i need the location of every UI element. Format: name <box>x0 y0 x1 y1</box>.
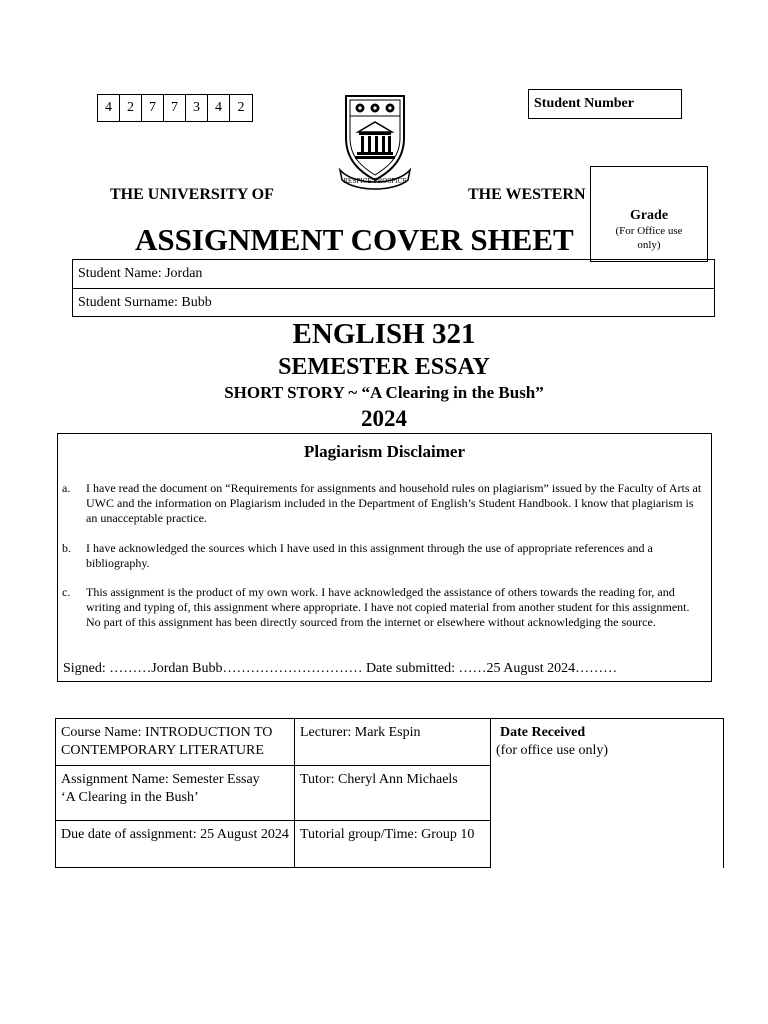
university-crest-icon <box>338 90 412 190</box>
student-number-digit: 7 <box>164 95 186 121</box>
student-number-digit: 2 <box>120 95 142 121</box>
table-row <box>56 719 724 766</box>
short-story-title: SHORT STORY ~ “A Clearing in the Bush” <box>224 383 544 402</box>
plagiarism-title: Plagiarism Disclaimer <box>304 442 465 461</box>
student-number-digit: 2 <box>237 100 245 115</box>
page-title: ASSIGNMENT COVER SHEET <box>135 222 574 257</box>
essay-type: SEMESTER ESSAY <box>278 354 490 380</box>
student-number-digit: 7 <box>142 95 164 121</box>
university-name-right: THE WESTERN <box>468 186 586 203</box>
grade-note-line1: (For Office use <box>615 225 683 237</box>
plagiarism-item-text: I have read the document on “Requirements for assignments and household rules on plagiarism” issued by the Faculty of Arts at UWC and the information on Plagiarism included in the Department of English’s Student Handbook. I know that plagiarism is an unacceptable practice. <box>86 481 702 525</box>
plagiarism-disclaimer-box <box>57 433 712 682</box>
course-code: ENGLISH 321 <box>292 318 476 350</box>
date-received-cell <box>491 719 724 868</box>
course-name-cell: Course Name: INTRODUCTION TO CONTEMPORARY LITERATURE <box>56 719 295 766</box>
svg-text:RESPICE PROSPICE: RESPICE PROSPICE <box>343 178 407 185</box>
tutorial-group-cell: Tutorial group/Time: Group 10 <box>295 821 491 868</box>
plagiarism-item-letter: c. <box>62 585 71 599</box>
due-date-cell: Due date of assignment: 25 August 2024 <box>56 821 295 868</box>
student-number-digits <box>97 94 253 122</box>
student-number-digit: 4 <box>208 95 230 121</box>
plagiarism-item-letter: b. <box>62 541 71 555</box>
plagiarism-item-text: This assignment is the product of my own work. I have acknowledged the assistance of others towards the reading for, and writing and typing of, this assignment where appropriate. I have not copied material from another student for this assignment. No part of this assignment has been directly sourced from the internet or elsewhere without acknowledging the source. <box>86 585 690 629</box>
assignment-name-line1: Assignment Name: Semester Essay <box>61 772 260 787</box>
grade-box <box>590 166 708 262</box>
student-number-digit: 4 <box>98 95 120 121</box>
student-name-field: Student Name: Jordan <box>78 266 203 281</box>
student-number-digit: 3 <box>186 95 208 121</box>
course-info-table <box>55 718 724 868</box>
grade-note-line2: only) <box>637 239 661 251</box>
student-surname-field: Student Surname: Bubb <box>73 288 714 316</box>
lecturer-cell: Lecturer: Mark Espin <box>295 719 491 766</box>
plagiarism-item <box>62 541 706 571</box>
plagiarism-item-letter: a. <box>62 481 71 495</box>
student-name-box <box>72 259 715 317</box>
assignment-name-cell <box>56 766 295 821</box>
date-received-note: (for office use only) <box>496 743 609 758</box>
grade-title: Grade <box>629 208 669 223</box>
tutor-cell: Tutor: Cheryl Ann Michaels <box>295 766 491 821</box>
date-received-title: Date Received <box>500 725 586 740</box>
signature-line: Signed: ………Jordan Bubb………………………… Date submitted: ……25 August 2024……… <box>63 661 618 676</box>
plagiarism-item <box>62 481 706 526</box>
plagiarism-item <box>62 585 706 630</box>
student-number-label: Student Number <box>528 89 682 119</box>
year: 2024 <box>361 406 407 431</box>
assignment-name-line2: ‘A Clearing in the Bush’ <box>61 790 199 805</box>
university-name-left: THE UNIVERSITY OF <box>110 186 274 203</box>
plagiarism-item-text: I have acknowledged the sources which I have used in this assignment through the use of appropriate references and a bibliography. <box>86 541 653 570</box>
